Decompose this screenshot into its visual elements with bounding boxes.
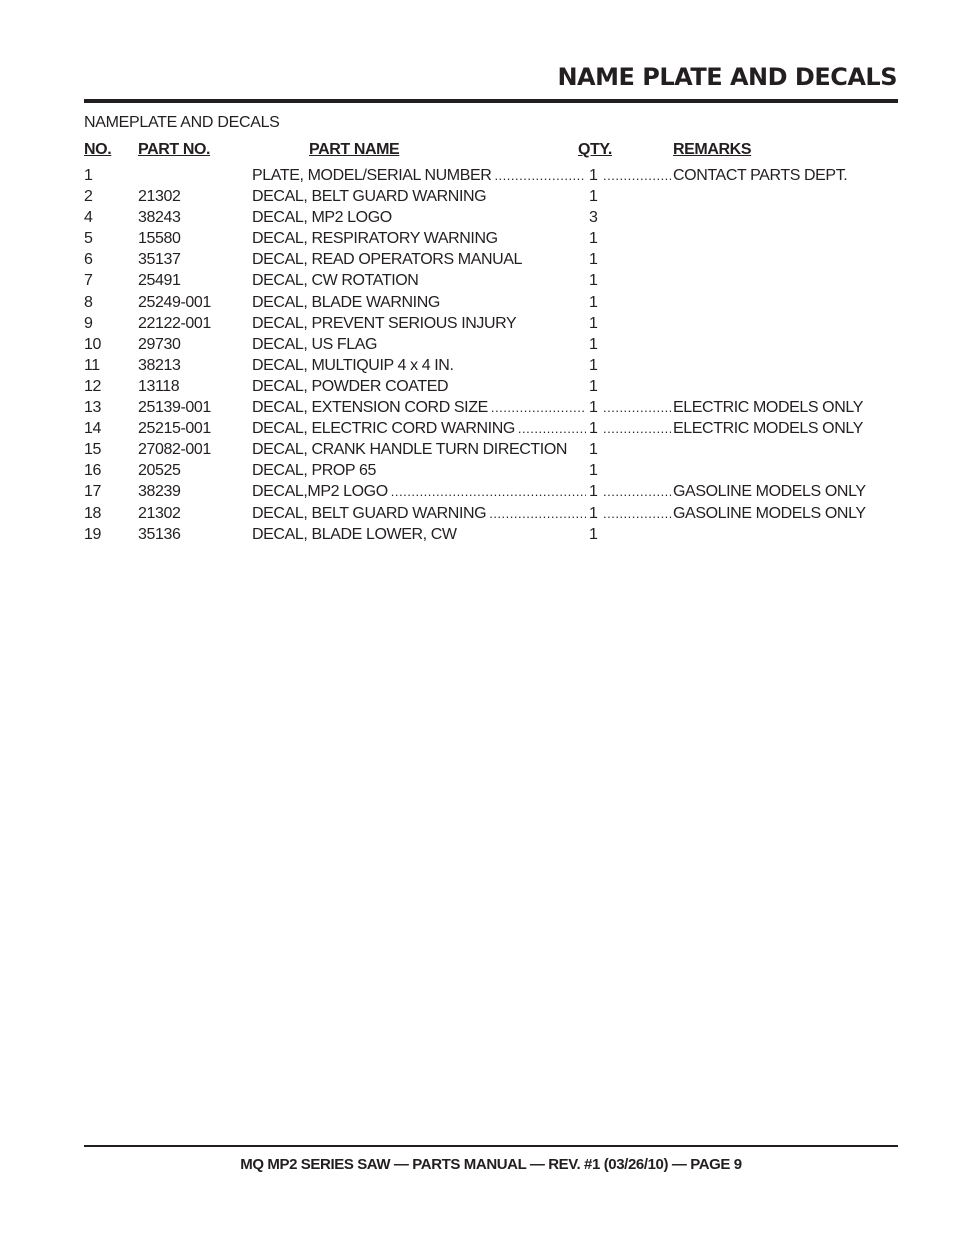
item-number: 10 bbox=[84, 335, 101, 353]
item-number: 11 bbox=[84, 356, 100, 374]
part-name: DECAL, BLADE LOWER, CW bbox=[252, 525, 457, 543]
part-name: PLATE, MODEL/SERIAL NUMBER bbox=[252, 167, 492, 184]
part-name: DECAL, CW ROTATION bbox=[252, 272, 419, 290]
quantity: 1 bbox=[589, 483, 598, 501]
part-name-cell bbox=[252, 399, 586, 417]
part-name-cell bbox=[252, 357, 586, 375]
part-name-cell bbox=[252, 336, 586, 354]
table-row bbox=[0, 336, 954, 357]
part-name-cell bbox=[252, 230, 586, 248]
table-row bbox=[0, 378, 954, 399]
part-name-cell bbox=[252, 441, 586, 459]
dot-leader bbox=[515, 420, 586, 438]
part-name-cell bbox=[252, 315, 586, 333]
part-number: 13118 bbox=[138, 377, 180, 395]
item-number: 4 bbox=[84, 209, 93, 227]
part-name: DECAL, PROP 65 bbox=[252, 462, 376, 480]
quantity: 1 bbox=[589, 272, 598, 290]
quantity: 1 bbox=[589, 188, 598, 206]
part-number: 15580 bbox=[138, 230, 181, 248]
parts-table bbox=[0, 167, 954, 547]
item-number: 12 bbox=[84, 377, 101, 395]
quantity: 1 bbox=[589, 399, 598, 417]
part-number: 20525 bbox=[138, 462, 181, 480]
item-number: 9 bbox=[84, 314, 93, 332]
quantity: 1 bbox=[589, 377, 598, 395]
quantity: 1 bbox=[589, 314, 598, 332]
dot-leader bbox=[603, 420, 671, 438]
item-number: 18 bbox=[84, 504, 101, 522]
part-name-cell bbox=[252, 378, 586, 396]
table-row bbox=[0, 167, 954, 188]
remarks: CONTACT PARTS DEPT. bbox=[673, 167, 848, 184]
part-name-cell bbox=[252, 483, 586, 501]
part-name: DECAL, MULTIQUIP 4 x 4 IN. bbox=[252, 356, 454, 374]
dot-leader bbox=[388, 483, 586, 501]
table-row bbox=[0, 483, 954, 504]
item-number: 5 bbox=[84, 230, 93, 248]
table-row bbox=[0, 441, 954, 462]
part-name-cell bbox=[252, 462, 586, 480]
quantity: 1 bbox=[589, 525, 598, 543]
table-row bbox=[0, 251, 954, 272]
part-number: 25215-001 bbox=[138, 420, 211, 438]
part-name-cell bbox=[252, 526, 586, 544]
quantity: 1 bbox=[589, 441, 598, 459]
remarks: ELECTRIC MODELS ONLY bbox=[673, 420, 863, 438]
part-name: DECAL,MP2 LOGO bbox=[252, 483, 388, 501]
item-number: 1 bbox=[84, 167, 93, 184]
part-name-cell bbox=[252, 251, 586, 269]
table-row bbox=[0, 526, 954, 547]
part-number: 38239 bbox=[138, 483, 181, 501]
part-name: DECAL, READ OPERATORS MANUAL bbox=[252, 251, 523, 269]
part-number: 29730 bbox=[138, 335, 181, 353]
part-name: DECAL, BLADE WARNING bbox=[252, 293, 440, 311]
column-header-qty: QTY. bbox=[578, 141, 612, 158]
remarks: ELECTRIC MODELS ONLY bbox=[673, 399, 863, 417]
remarks: GASOLINE MODELS ONLY bbox=[673, 483, 866, 501]
item-number: 14 bbox=[84, 420, 101, 438]
part-number: 21302 bbox=[138, 188, 181, 206]
quantity: 1 bbox=[589, 462, 598, 480]
quantity: 1 bbox=[589, 335, 598, 353]
item-number: 8 bbox=[84, 293, 93, 311]
quantity: 1 bbox=[589, 251, 598, 269]
part-name: DECAL, MP2 LOGO bbox=[252, 209, 392, 227]
part-number: 35137 bbox=[138, 251, 181, 269]
section-label: NAMEPLATE AND DECALS bbox=[84, 114, 280, 131]
item-number: 19 bbox=[84, 525, 101, 543]
part-name: DECAL, US FLAG bbox=[252, 335, 378, 353]
table-row bbox=[0, 357, 954, 378]
table-row bbox=[0, 209, 954, 230]
column-header-part-name: PART NAME bbox=[309, 141, 400, 158]
column-header-no: NO. bbox=[84, 141, 112, 158]
column-header-remarks: REMARKS bbox=[673, 141, 752, 158]
footer-divider bbox=[84, 1145, 898, 1147]
part-name-cell bbox=[252, 272, 586, 290]
part-number: 25139-001 bbox=[138, 399, 211, 417]
part-number: 25249-001 bbox=[138, 293, 211, 311]
item-number: 15 bbox=[84, 441, 101, 459]
dot-leader bbox=[486, 505, 586, 523]
part-name: DECAL, POWDER COATED bbox=[252, 377, 449, 395]
dot-leader bbox=[491, 167, 586, 185]
dot-leader bbox=[603, 399, 671, 417]
part-name: DECAL, CRANK HANDLE TURN DIRECTION bbox=[252, 441, 568, 459]
part-name-cell bbox=[252, 167, 586, 185]
item-number: 7 bbox=[84, 272, 93, 290]
page-footer: MQ MP2 SERIES SAW — PARTS MANUAL — REV. #1 (03/26/10) — PAGE 9 bbox=[240, 1156, 742, 1173]
table-row bbox=[0, 272, 954, 293]
part-name: DECAL, PREVENT SERIOUS INJURY bbox=[252, 314, 517, 332]
part-name: DECAL, RESPIRATORY WARNING bbox=[252, 230, 498, 248]
part-number: 21302 bbox=[138, 504, 181, 522]
part-name: DECAL, EXTENSION CORD SIZE bbox=[252, 399, 488, 417]
part-name-cell bbox=[252, 209, 586, 227]
dot-leader bbox=[603, 167, 671, 185]
part-name-cell bbox=[252, 420, 586, 438]
column-header-part-no: PART NO. bbox=[138, 141, 211, 158]
quantity: 1 bbox=[589, 420, 598, 438]
table-row bbox=[0, 420, 954, 441]
item-number: 17 bbox=[84, 483, 101, 501]
part-name: DECAL, BELT GUARD WARNING bbox=[252, 504, 487, 522]
part-number: 38243 bbox=[138, 209, 181, 227]
title-divider bbox=[84, 99, 898, 103]
quantity: 1 bbox=[589, 356, 598, 374]
item-number: 6 bbox=[84, 251, 93, 269]
part-number: 22122-001 bbox=[138, 314, 211, 332]
table-row bbox=[0, 462, 954, 483]
page-title: NAME PLATE AND DECALS bbox=[557, 63, 897, 91]
dot-leader bbox=[603, 505, 671, 523]
table-row bbox=[0, 230, 954, 251]
part-name-cell bbox=[252, 294, 586, 312]
dot-leader bbox=[603, 483, 671, 501]
part-name-cell bbox=[252, 505, 586, 523]
item-number: 2 bbox=[84, 188, 93, 206]
part-name: DECAL, ELECTRIC CORD WARNING bbox=[252, 420, 515, 438]
dot-leader bbox=[488, 399, 586, 417]
table-row bbox=[0, 294, 954, 315]
part-number: 38213 bbox=[138, 356, 181, 374]
part-number: 25491 bbox=[138, 272, 181, 290]
table-row bbox=[0, 188, 954, 209]
part-number: 35136 bbox=[138, 525, 181, 543]
quantity: 1 bbox=[589, 293, 598, 311]
quantity: 1 bbox=[589, 504, 598, 522]
quantity: 1 bbox=[589, 167, 598, 184]
part-name: DECAL, BELT GUARD WARNING bbox=[252, 188, 487, 206]
table-row bbox=[0, 315, 954, 336]
remarks: GASOLINE MODELS ONLY bbox=[673, 504, 866, 522]
item-number: 16 bbox=[84, 462, 101, 480]
quantity: 1 bbox=[589, 230, 598, 248]
table-row bbox=[0, 399, 954, 420]
part-name-cell bbox=[252, 188, 586, 206]
item-number: 13 bbox=[84, 399, 101, 417]
part-number: 27082-001 bbox=[138, 441, 211, 459]
table-row bbox=[0, 505, 954, 526]
quantity: 3 bbox=[589, 209, 598, 227]
